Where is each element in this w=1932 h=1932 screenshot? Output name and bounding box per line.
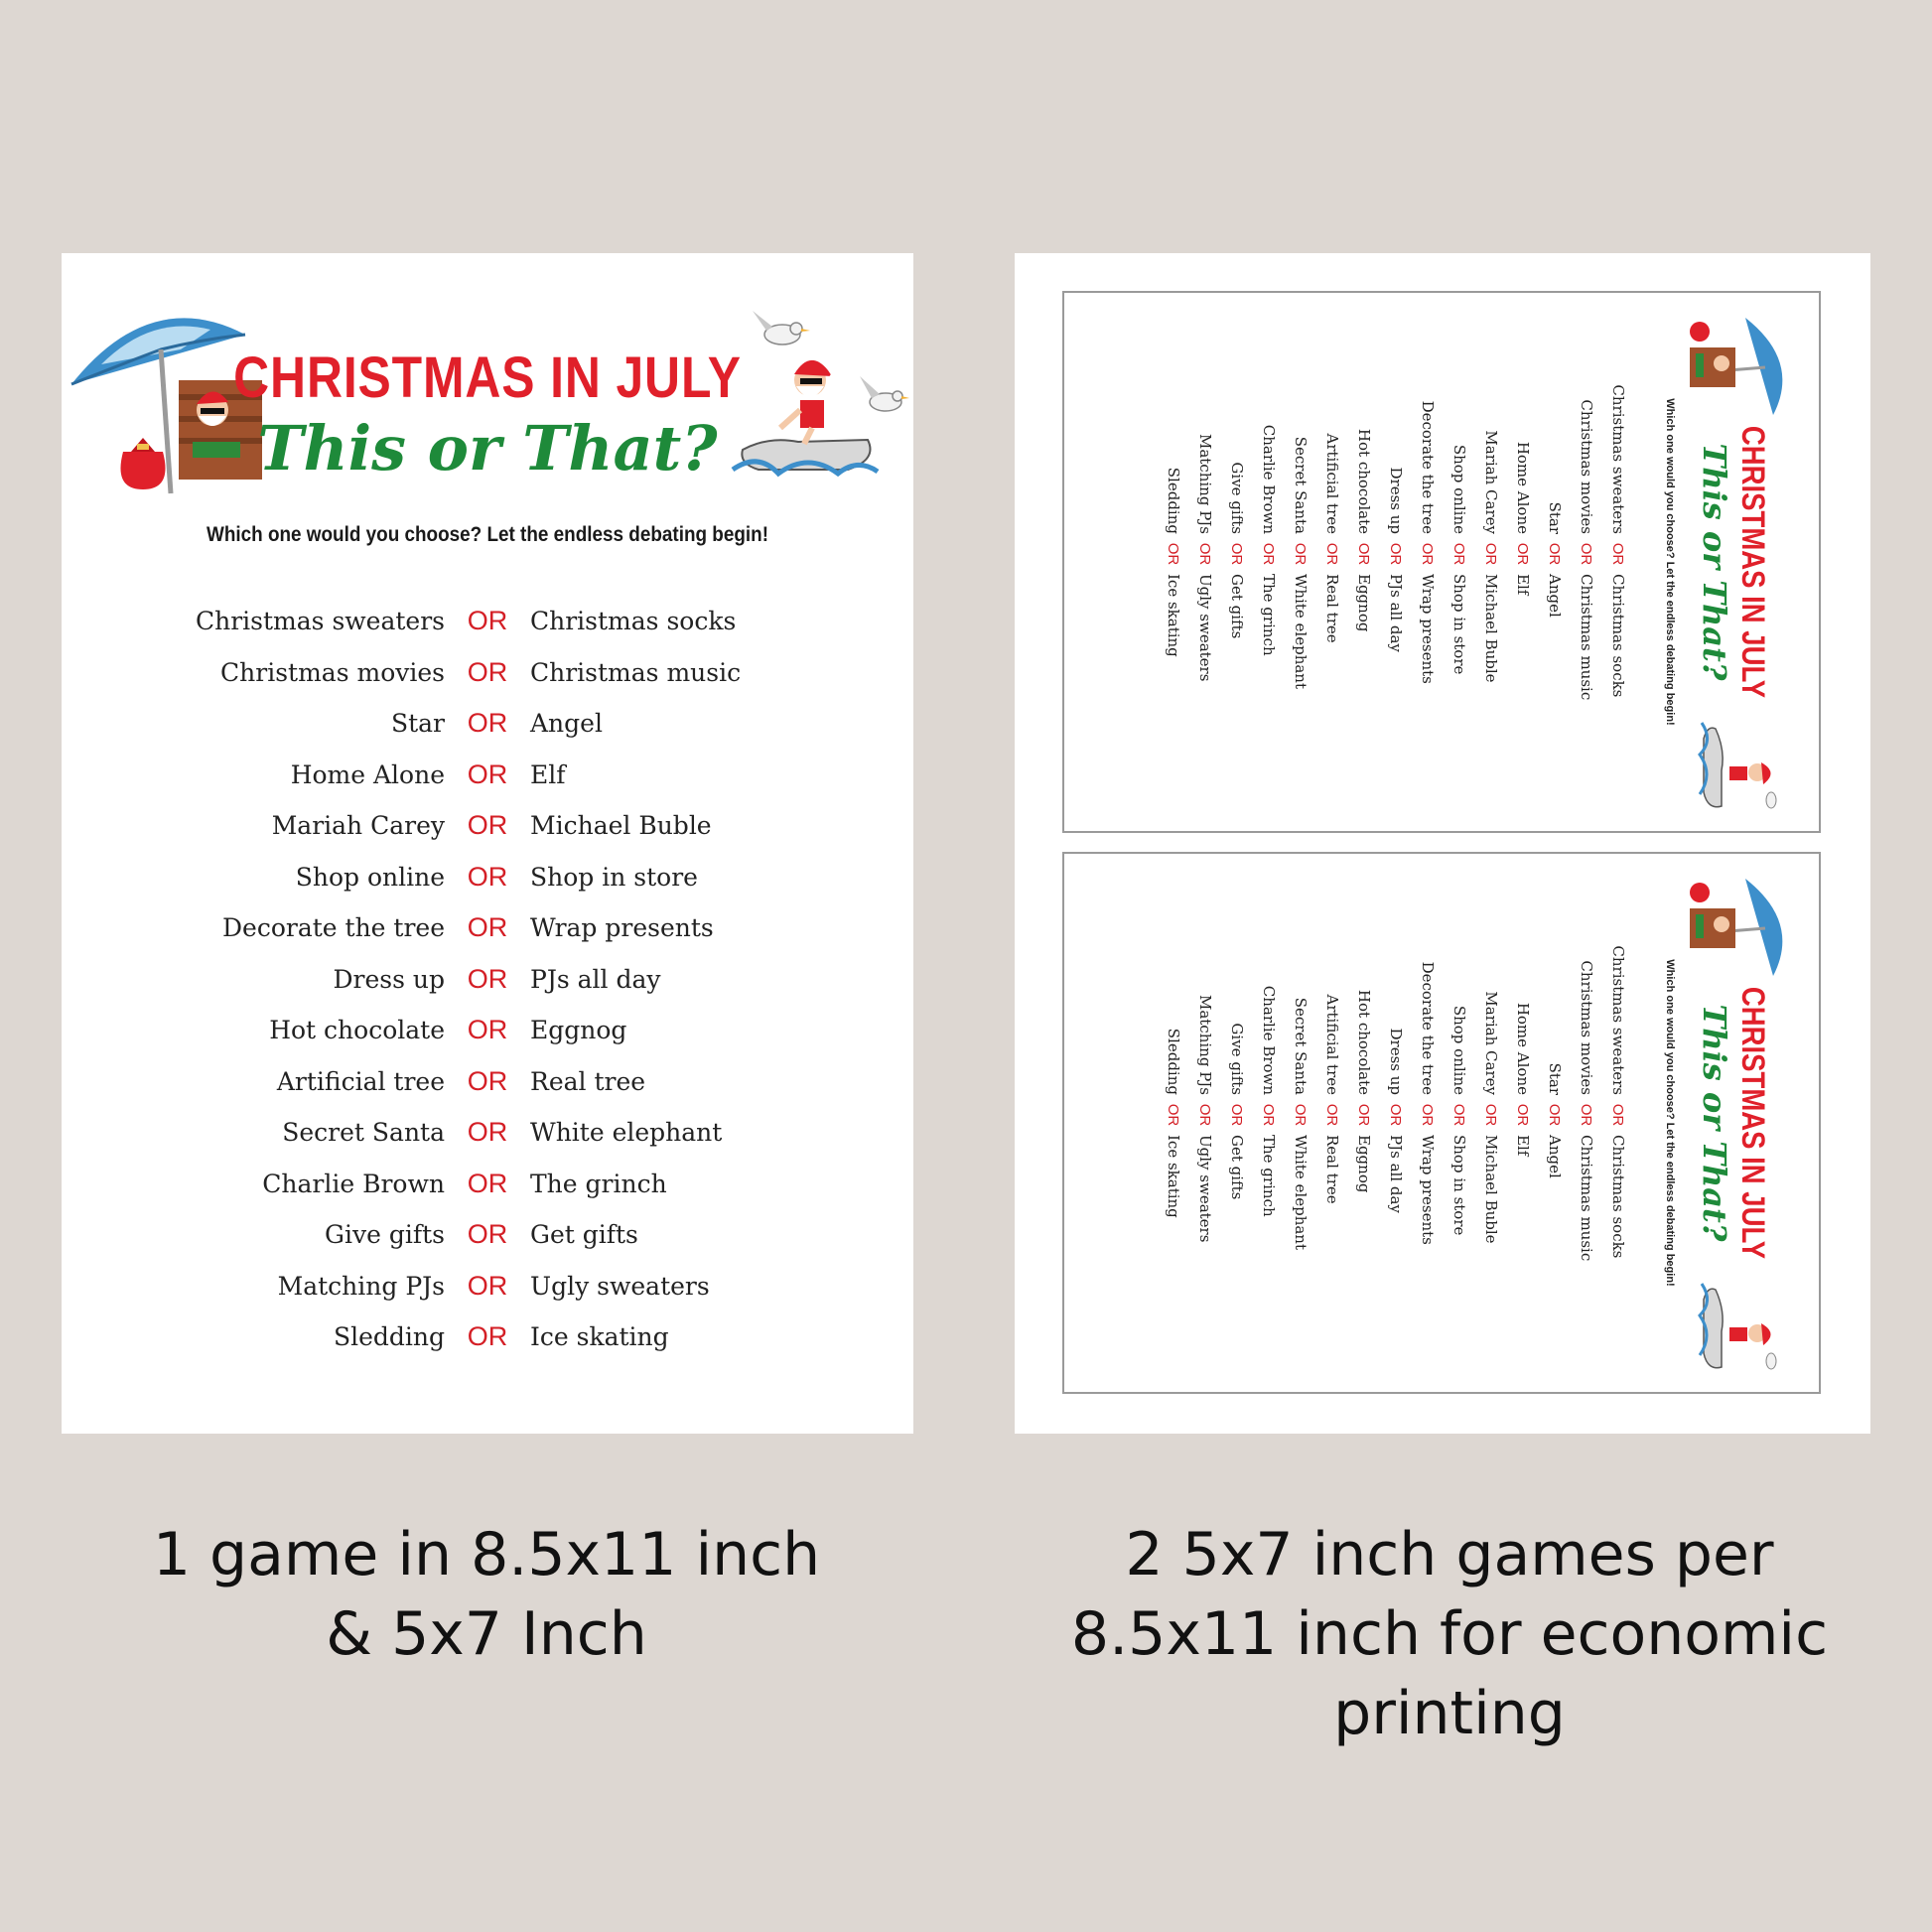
- pair-row: [1158, 865, 1189, 1381]
- option-right: Christmas socks: [1609, 574, 1627, 698]
- option-left: Artificial tree: [1323, 433, 1341, 534]
- pair-row: [62, 750, 913, 801]
- option-right: Shop in store: [1450, 1135, 1468, 1236]
- or-label: OR: [1514, 542, 1532, 566]
- pair-row: [1412, 304, 1444, 820]
- pair-row: [62, 852, 913, 903]
- option-right: Elf: [530, 759, 566, 789]
- game-card: [1062, 852, 1821, 1394]
- or-label: OR: [1228, 1103, 1246, 1127]
- or-label: OR: [467, 656, 508, 687]
- pair-row: [1316, 865, 1348, 1381]
- game-card: [1062, 291, 1821, 833]
- option-right: PJs all day: [530, 964, 661, 994]
- or-label: OR: [1578, 1103, 1595, 1127]
- game-title: CHRISTMAS IN JULY: [1735, 425, 1771, 699]
- option-left: Secret Santa: [282, 1118, 445, 1148]
- single-game-sheet: [62, 253, 913, 1434]
- option-left: Sledding: [1165, 467, 1182, 534]
- or-label: OR: [1609, 1103, 1627, 1127]
- game-title: CHRISTMAS IN JULY: [1735, 986, 1771, 1260]
- or-label: OR: [1482, 542, 1500, 566]
- option-right: Eggnog: [530, 1016, 627, 1045]
- pair-row: [1348, 865, 1380, 1381]
- pair-row: [1380, 304, 1412, 820]
- or-label: OR: [1387, 1103, 1405, 1127]
- caption-dual-game: [1003, 1515, 1896, 1753]
- option-right: Wrap presents: [1419, 574, 1437, 684]
- pair-row: [1253, 865, 1285, 1381]
- pair-row: [62, 647, 913, 699]
- option-left: Decorate the tree: [1419, 961, 1437, 1095]
- pair-row: [62, 1311, 913, 1363]
- or-label: OR: [467, 708, 508, 739]
- pair-row: [1507, 865, 1539, 1381]
- pair-row: [1253, 304, 1285, 820]
- pair-row: [1158, 304, 1189, 820]
- pair-row: [62, 1056, 913, 1108]
- option-left: Shop online: [1450, 1005, 1468, 1095]
- option-right: Ugly sweaters: [1196, 1135, 1214, 1243]
- pair-row: [1221, 304, 1253, 820]
- game-title: CHRISTMAS IN JULY: [233, 345, 742, 410]
- option-right: Christmas music: [1578, 1135, 1595, 1262]
- pair-row: [1444, 304, 1475, 820]
- option-right: Real tree: [530, 1066, 646, 1096]
- caption-line: printing: [1333, 1679, 1566, 1748]
- option-left: Mariah Carey: [271, 811, 445, 841]
- or-label: OR: [1228, 542, 1246, 566]
- option-right: Michael Buble: [1482, 1135, 1500, 1244]
- or-label: OR: [1450, 1103, 1468, 1127]
- option-left: Sledding: [1165, 1028, 1182, 1095]
- pair-row: [62, 1159, 913, 1210]
- or-label: OR: [467, 1117, 508, 1148]
- or-label: OR: [1514, 1103, 1532, 1127]
- or-label: OR: [467, 1065, 508, 1096]
- or-label: OR: [1387, 542, 1405, 566]
- option-left: Christmas movies: [220, 657, 445, 687]
- or-label: OR: [1260, 1103, 1278, 1127]
- option-right: Ice skating: [1165, 574, 1182, 657]
- game-instructions: Which one would you choose? Let the endless debating begin!: [207, 523, 768, 546]
- pair-row: [1475, 865, 1507, 1381]
- or-label: OR: [467, 861, 508, 892]
- option-right: PJs all day: [1387, 574, 1405, 652]
- or-label: OR: [1419, 1103, 1437, 1127]
- option-left: Give gifts: [1228, 1023, 1246, 1095]
- option-left: Home Alone: [1514, 1002, 1532, 1095]
- option-right: Eggnog: [1355, 574, 1373, 632]
- pair-row: [1285, 865, 1316, 1381]
- option-right: The grinch: [1260, 574, 1278, 656]
- or-label: OR: [467, 963, 508, 994]
- option-left: Secret Santa: [1292, 997, 1310, 1095]
- pair-row: [62, 954, 913, 1006]
- caption-line: 2 5x7 inch games per: [1125, 1520, 1774, 1589]
- game-instructions: Which one would you choose? Let the endless debating begin!: [1664, 398, 1676, 726]
- pair-row: [1316, 304, 1348, 820]
- or-label: OR: [1165, 542, 1182, 566]
- pair-row: [62, 698, 913, 750]
- option-right: Christmas socks: [530, 607, 737, 636]
- option-right: Ice skating: [1165, 1135, 1182, 1218]
- option-left: Artificial tree: [276, 1066, 445, 1096]
- or-label: OR: [467, 1219, 508, 1250]
- option-right: Ugly sweaters: [1196, 574, 1214, 682]
- option-right: Eggnog: [1355, 1135, 1373, 1193]
- dual-game-sheet: [1015, 253, 1870, 1434]
- option-left: Hot chocolate: [269, 1016, 445, 1045]
- pair-row: [62, 902, 913, 954]
- or-label: OR: [1165, 1103, 1182, 1127]
- or-label: OR: [1355, 542, 1373, 566]
- option-left: Artificial tree: [1323, 994, 1341, 1095]
- or-label: OR: [1323, 542, 1341, 566]
- pair-row: [1285, 304, 1316, 820]
- game-instructions: Which one would you choose? Let the endless debating begin!: [1664, 959, 1676, 1287]
- or-label: OR: [1292, 542, 1310, 566]
- option-right: The grinch: [530, 1169, 667, 1198]
- option-right: Angel: [1546, 574, 1564, 618]
- option-right: Michael Buble: [1482, 574, 1500, 683]
- option-right: White elephant: [530, 1118, 723, 1148]
- option-left: Star: [390, 709, 445, 739]
- or-label: OR: [467, 1270, 508, 1301]
- pair-row: [1189, 865, 1221, 1381]
- option-left: Matching PJs: [277, 1271, 445, 1301]
- option-left: Mariah Carey: [1482, 430, 1500, 534]
- pair-row: [1189, 304, 1221, 820]
- option-left: Secret Santa: [1292, 436, 1310, 534]
- pair-row: [62, 1261, 913, 1312]
- game-card-rotated: [1074, 304, 1809, 820]
- option-left: Christmas sweaters: [1609, 384, 1627, 534]
- option-right: Shop in store: [530, 862, 698, 892]
- caption-line: & 5x7 Inch: [326, 1599, 647, 1669]
- option-right: Get gifts: [530, 1220, 638, 1250]
- option-left: Home Alone: [290, 759, 445, 789]
- or-label: OR: [1450, 542, 1468, 566]
- option-right: Get gifts: [1228, 574, 1246, 639]
- option-left: Charlie Brown: [1260, 985, 1278, 1095]
- option-right: Ice skating: [530, 1322, 669, 1352]
- option-left: Matching PJs: [1196, 433, 1214, 534]
- option-left: Charlie Brown: [1260, 424, 1278, 534]
- option-left: Home Alone: [1514, 441, 1532, 534]
- option-left: Decorate the tree: [221, 913, 445, 943]
- option-right: White elephant: [1292, 574, 1310, 689]
- or-label: OR: [1482, 1103, 1500, 1127]
- game-subtitle-script: This or That?: [1696, 443, 1733, 681]
- option-right: Shop in store: [1450, 574, 1468, 675]
- option-right: Real tree: [1323, 1135, 1341, 1204]
- pair-row: [1602, 865, 1634, 1381]
- pair-row: [1412, 865, 1444, 1381]
- or-label: OR: [467, 1015, 508, 1045]
- or-label: OR: [467, 759, 508, 789]
- option-left: Mariah Carey: [1482, 991, 1500, 1095]
- pair-row: [1539, 865, 1571, 1381]
- option-left: Star: [1546, 501, 1564, 534]
- pair-row: [1444, 865, 1475, 1381]
- option-right: Ugly sweaters: [530, 1271, 710, 1301]
- this-or-that-list: [62, 596, 913, 1363]
- option-left: Charlie Brown: [262, 1169, 445, 1198]
- option-right: Elf: [1514, 574, 1532, 596]
- option-left: Christmas movies: [1578, 960, 1595, 1095]
- option-left: Dress up: [333, 964, 445, 994]
- or-label: OR: [1609, 542, 1627, 566]
- option-left: Hot chocolate: [1355, 989, 1373, 1095]
- pair-row: [1221, 865, 1253, 1381]
- option-left: Decorate the tree: [1419, 400, 1437, 534]
- or-label: OR: [467, 810, 508, 841]
- pair-row: [62, 1209, 913, 1261]
- option-left: Christmas sweaters: [1609, 945, 1627, 1095]
- option-right: Real tree: [1323, 574, 1341, 643]
- option-right: Angel: [1546, 1135, 1564, 1178]
- option-right: White elephant: [1292, 1135, 1310, 1250]
- or-label: OR: [1546, 1103, 1564, 1127]
- option-right: Elf: [1514, 1135, 1532, 1157]
- pair-row: [62, 800, 913, 852]
- or-label: OR: [1419, 542, 1437, 566]
- or-label: OR: [467, 912, 508, 943]
- or-label: OR: [467, 606, 508, 636]
- pair-row: [62, 596, 913, 647]
- option-right: PJs all day: [1387, 1135, 1405, 1213]
- option-right: Christmas music: [530, 657, 742, 687]
- or-label: OR: [1355, 1103, 1373, 1127]
- option-left: Sledding: [333, 1322, 445, 1352]
- option-left: Star: [1546, 1062, 1564, 1095]
- option-left: Shop online: [295, 862, 445, 892]
- or-label: OR: [467, 1321, 508, 1352]
- or-label: OR: [467, 1168, 508, 1198]
- or-label: OR: [1323, 1103, 1341, 1127]
- game-subtitle-script: This or That?: [1696, 1004, 1733, 1242]
- or-label: OR: [1292, 1103, 1310, 1127]
- option-right: The grinch: [1260, 1135, 1278, 1217]
- option-left: Hot chocolate: [1355, 428, 1373, 534]
- option-left: Dress up: [1387, 467, 1405, 534]
- pair-row: [1571, 865, 1602, 1381]
- option-left: Christmas sweaters: [196, 607, 445, 636]
- or-label: OR: [1260, 542, 1278, 566]
- pair-row: [62, 1107, 913, 1159]
- or-label: OR: [1546, 542, 1564, 566]
- pair-row: [1475, 304, 1507, 820]
- pair-row: [1539, 304, 1571, 820]
- option-right: Christmas music: [1578, 574, 1595, 701]
- pair-row: [1507, 304, 1539, 820]
- or-label: OR: [1578, 542, 1595, 566]
- pair-row: [1571, 304, 1602, 820]
- caption-line: 8.5x11 inch for economic: [1070, 1599, 1829, 1669]
- game-card-rotated: [1074, 865, 1809, 1381]
- pair-row: [62, 1005, 913, 1056]
- option-left: Give gifts: [325, 1220, 445, 1250]
- or-label: OR: [1196, 542, 1214, 566]
- caption-single-game: [89, 1515, 884, 1674]
- game-subtitle-script: This or That?: [257, 412, 718, 484]
- option-right: Michael Buble: [530, 811, 712, 841]
- option-right: Christmas socks: [1609, 1135, 1627, 1259]
- pair-row: [1380, 865, 1412, 1381]
- option-left: Christmas movies: [1578, 399, 1595, 534]
- this-or-that-list: [1158, 865, 1634, 1381]
- option-right: Wrap presents: [530, 913, 714, 943]
- or-label: OR: [1196, 1103, 1214, 1127]
- option-right: Get gifts: [1228, 1135, 1246, 1200]
- option-right: Wrap presents: [1419, 1135, 1437, 1245]
- pair-row: [1602, 304, 1634, 820]
- this-or-that-list: [1158, 304, 1634, 820]
- caption-line: 1 game in 8.5x11 inch: [152, 1520, 821, 1589]
- option-right: Angel: [530, 709, 603, 739]
- pair-row: [1348, 304, 1380, 820]
- option-left: Give gifts: [1228, 462, 1246, 534]
- option-left: Matching PJs: [1196, 994, 1214, 1095]
- option-left: Dress up: [1387, 1028, 1405, 1095]
- option-left: Shop online: [1450, 444, 1468, 534]
